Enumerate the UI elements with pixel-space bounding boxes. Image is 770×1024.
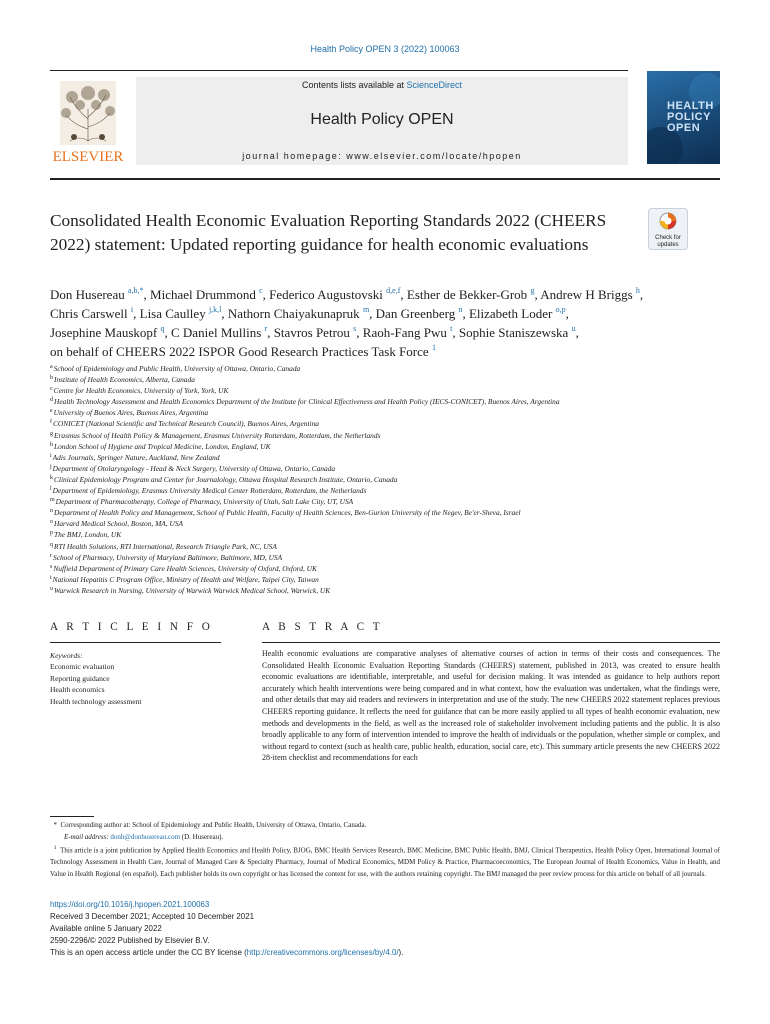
author-affiliation-marker[interactable]: i — [130, 305, 134, 314]
affiliation-marker: i — [50, 452, 52, 459]
author-separator: , — [356, 325, 363, 340]
footnotes — [50, 820, 720, 880]
affiliation-item — [50, 430, 730, 441]
cover-line: HEALTH — [667, 100, 714, 112]
license-line — [50, 947, 720, 959]
keyword: Reporting guidance — [50, 673, 110, 683]
author-separator: , — [452, 325, 459, 340]
affiliation-text: Warwick Research in Nursing, University of Warwick Warwick Medical School, Warwick, UK — [54, 585, 331, 595]
affiliation-marker: d — [50, 397, 53, 404]
author-separator: , — [143, 287, 151, 302]
affiliation-item — [50, 418, 730, 429]
affiliation-marker: m — [50, 497, 55, 504]
affiliation-item — [50, 574, 730, 585]
received-dates: Received 3 December 2021; Accepted 10 December 2021 — [50, 912, 254, 922]
author-affiliation-marker[interactable]: a,b,* — [127, 286, 144, 295]
affiliation-text: Department of Epidemiology, Erasmus University Medical Center Rotterdam, Rotterdam, the Netherlands — [52, 486, 367, 496]
author-separator: , — [164, 325, 171, 340]
author-separator: , — [262, 287, 270, 302]
author-name[interactable]: C Daniel Mullins — [171, 325, 262, 340]
affiliation-item — [50, 496, 730, 507]
header-rule-thick — [50, 178, 720, 180]
license-suffix: ). — [398, 948, 404, 958]
keywords-list — [50, 661, 142, 707]
affiliation-marker: f — [50, 419, 52, 426]
doi-link[interactable]: https://doi.org/10.1016/j.hpopen.2021.100063 — [50, 900, 210, 909]
email-label: E-mail address: — [64, 832, 109, 841]
available-online: Available online 5 January 2022 — [50, 924, 162, 934]
joint-publication-footnote — [50, 843, 720, 880]
author-name[interactable]: Don Husereau — [50, 287, 125, 302]
cover-line: OPEN — [667, 122, 701, 134]
author-affiliation-marker[interactable]: c — [259, 286, 263, 295]
article-info-rule — [50, 642, 221, 643]
author-name[interactable]: Esther de Bekker-Grob — [406, 287, 528, 302]
affiliation-marker: t — [50, 574, 52, 581]
article-title: Consolidated Health Economic Evaluation Reporting Standards 2022 (CHEERS 2022) statement: Updated reporting guidance for health economic evaluations — [50, 211, 607, 254]
affiliation-marker: u — [50, 585, 53, 592]
article-metadata — [50, 899, 720, 959]
affiliation-item — [50, 374, 730, 385]
corresponding-footnote — [50, 820, 720, 832]
email-link[interactable]: donh@donhusereau.com — [110, 832, 181, 841]
author-separator: , — [639, 287, 644, 302]
author-separator: , — [575, 325, 579, 340]
affiliation-item — [50, 563, 730, 574]
cover-line: POLICY — [667, 111, 711, 123]
keyword: Health technology assessment — [50, 696, 142, 706]
crossmark-icon — [659, 212, 677, 230]
author-separator: , — [369, 306, 376, 321]
author-name[interactable]: Dan Greenberg — [375, 306, 456, 321]
keyword: Economic evaluation — [50, 662, 115, 671]
author-name[interactable]: Elizabeth Loder — [468, 306, 553, 321]
affiliation-marker: g — [50, 430, 53, 437]
affiliation-text: Health Technology Assessment and Health Economics Department of the Institute for Clinical Effectiveness and Health Policy (IECS-CONICET), Buenos Aires, Argentina — [54, 397, 560, 407]
affiliation-item — [50, 363, 730, 374]
journal-cover-image — [647, 71, 720, 164]
author-separator: , — [400, 287, 407, 302]
affiliation-text: Clinical Epidemiology Program and Center for Journalology, Ottawa Hospital Research Institute, Ontario, Canada — [54, 474, 398, 484]
affiliation-marker: q — [50, 541, 53, 548]
affiliation-text: Department of Otolaryngology - Head & Neck Surgery, University of Ottawa, Ontario, Canada — [52, 463, 336, 473]
affiliation-text: Harvard Medical School, Boston, MA, USA — [54, 519, 184, 529]
affiliation-text: Department of Health Policy and Management, School of Public Health, Faculty of Health Sciences, Ben-Gurion University of the Negev, Be'er-Sheva, Israel — [54, 508, 521, 518]
joint-publication-text: This article is a joint publication by Applied Health Economics and Health Policy, BJOG, BMC Health Services Research, BMC Medicine, BMC Public Health, BMJ, Clinical Therapeutics, Health Policy Open, International Journal of Technology Assessment in Health Care, Journal of Managed Care & Specialty Pharmacy, Journal of Medical Economics, MDM Policy & Practice, Pharmacoeconomics, The European Journal of Health Economics, Value in Health, and Value in Health Regional (en español). Each publisher holds its own copyright or has licensed the content for use, with the authors retaining copyright. The BMJ managed the peer review process for this article on behalf of all journals. — [50, 846, 720, 878]
contents-line — [136, 80, 628, 90]
keywords-label: Keywords: — [50, 651, 83, 660]
affiliation-text: CONICET (National Scientific and Technical Research Council), Buenos Aires, Argentina — [53, 419, 319, 429]
affiliation-marker: j — [50, 463, 52, 470]
author-separator: , — [133, 306, 140, 321]
journal-title: Health Policy OPEN — [310, 111, 454, 128]
author-affiliation-marker[interactable]: n — [458, 305, 463, 314]
affiliation-marker: c — [50, 386, 53, 393]
affiliation-text: National Hepatitis C Program Office, Ministry of Health and Welfare, Taipei City, Taiwan — [52, 574, 319, 584]
keyword: Health economics — [50, 685, 105, 694]
affiliation-text: London School of Hygiene and Tropical Medicine, London, England, UK — [54, 441, 271, 451]
check-for-updates-label: Check for updates — [655, 235, 681, 248]
author-affiliation-marker[interactable]: m — [362, 305, 370, 314]
article-info-heading: A R T I C L E I N F O — [50, 621, 213, 633]
author-affiliation-marker[interactable]: u — [571, 324, 576, 333]
author-affiliation-marker[interactable]: d,e,f — [386, 286, 401, 295]
affiliation-item — [50, 529, 730, 540]
affiliation-item — [50, 518, 730, 529]
author-name[interactable]: Michael Drummond — [150, 287, 256, 302]
header-rule — [50, 70, 628, 71]
affiliation-marker: b — [50, 375, 53, 382]
abstract-text: Health economic evaluations are comparative analyses of alternative courses of action in terms of their costs and consequences. The Consolidated Health Economic Evaluation Reporting Standards (CHEERS) statement, published in 2013, was created to ensure health economic evaluations are identifiable, interpretable, and useful for decision making. It was intended as guidance to help authors report accurately which health interventions were being compared and in what context, how the evaluation was undertaken, what the findings were, and other details that may aid readers and reviewers in interpretation and use of the study. The new CHEERS 2022 statement replaces previous CHEERS reporting guidance. It reflects the need for guidance that can be more easily applied to all types of health economic evaluation, new methods and developments in the field, as well as the increased role of stakeholder involvement including patients and the public. It is also broadly applicable to any form of intervention intended to improve the health of individuals or the population, whether simple or complex, and without regard to context (such as health care, public health, education, social care, etc). This summary article presents the new CHEERS 2022 28-item checklist and recommendations for each — [262, 649, 720, 763]
check-for-updates-button[interactable] — [648, 208, 688, 250]
abstract-heading: A B S T R A C T — [262, 621, 383, 633]
license-prefix: This is an open access article under the CC BY license ( — [50, 948, 247, 958]
affiliation-list — [50, 363, 730, 596]
abstract-rule — [262, 642, 720, 643]
affiliation-item — [50, 474, 730, 485]
affiliation-marker: p — [50, 530, 53, 537]
affiliation-text: School of Epidemiology and Public Health, University of Ottawa, Ontario, Canada — [53, 364, 301, 373]
contents-prefix: Contents lists available at — [301, 80, 407, 90]
affiliation-text: Institute of Health Economics, Alberta, Canada — [54, 375, 195, 385]
affiliation-text: Erasmus School of Health Policy & Management, Erasmus University Rotterdam, Rotterdam, the Netherlands — [54, 430, 381, 440]
author-name[interactable]: Andrew H Briggs — [540, 287, 633, 302]
author-separator: , — [462, 306, 469, 321]
footnote-rule — [50, 816, 94, 817]
author-name[interactable]: Chris Carswell — [50, 306, 128, 321]
sciencedirect-link[interactable]: ScienceDirect — [406, 80, 463, 90]
email-suffix: (D. Husereau). — [181, 832, 224, 841]
license-link[interactable]: http://creativecommons.org/licenses/by/4.0/ — [246, 948, 399, 958]
author-affiliation-marker[interactable]: o,p — [555, 305, 566, 314]
author-name[interactable]: Federico Augustovski — [269, 287, 383, 302]
author-separator: , — [267, 325, 274, 340]
affiliation-text: Adis Journals, Springer Nature, Auckland, New Zealand — [52, 452, 220, 462]
email-footnote — [50, 832, 720, 844]
affiliation-item — [50, 452, 730, 463]
author-separator: , — [534, 287, 541, 302]
author-affiliation-marker[interactable]: h — [635, 286, 640, 295]
author-affiliation-marker[interactable]: s — [353, 324, 357, 333]
cover-text — [667, 101, 714, 134]
affiliation-item — [50, 585, 730, 596]
copyright-line: 2590-2296/© 2022 Published by Elsevier B.V. — [50, 936, 210, 946]
journal-reference[interactable]: Health Policy OPEN 3 (2022) 100063 — [310, 44, 460, 54]
affiliation-item — [50, 396, 730, 407]
corresponding-author-text: Corresponding author at: School of Epidemiology and Public Health, University of Ottawa, Ontario, Canada. — [60, 821, 367, 829]
affiliation-item — [50, 485, 730, 496]
author-affiliation-marker[interactable]: q — [160, 324, 165, 333]
author-name[interactable]: Lisa Caulley — [139, 306, 206, 321]
affiliation-text: Department of Pharmacotherapy, College of Pharmacy, University of Utah, Salt Lake City, UT, USA — [55, 497, 354, 507]
author-affiliation-marker[interactable]: t — [450, 324, 453, 333]
affiliation-marker: l — [50, 486, 52, 493]
affiliation-marker: r — [50, 552, 52, 559]
affiliation-item — [50, 441, 730, 452]
elsevier-logo — [50, 79, 126, 165]
author-name[interactable]: on behalf of CHEERS 2022 ISPOR Good Research Practices Task Force — [50, 344, 429, 359]
author-name[interactable]: Stavros Petrou — [273, 325, 350, 340]
author-separator: , — [221, 306, 228, 321]
author-name[interactable]: Sophie Staniszewska — [458, 325, 569, 340]
affiliation-marker: e — [50, 408, 53, 415]
author-name[interactable]: Josephine Mauskopf — [50, 325, 158, 340]
footnote-symbol: 1 — [53, 845, 57, 852]
footnote-symbol: * — [53, 821, 57, 829]
affiliation-text: Centre for Health Economics, University of York, York, UK — [53, 386, 229, 396]
affiliation-marker: h — [50, 441, 53, 448]
author-affiliation-marker[interactable]: j,k,l — [208, 305, 222, 314]
affiliation-item — [50, 507, 730, 518]
author-name[interactable]: Raoh-Fang Pwu — [362, 325, 447, 340]
affiliation-text: RTI Health Solutions, RTI International, Research Triangle Park, NC, USA — [54, 541, 277, 551]
affiliation-item — [50, 385, 730, 396]
elsevier-wordmark: ELSEVIER — [52, 149, 124, 165]
affiliation-text: The BMJ, London, UK — [54, 530, 122, 540]
affiliation-marker: o — [50, 519, 53, 526]
affiliation-marker: s — [50, 563, 53, 570]
affiliation-marker: a — [50, 364, 53, 370]
author-affiliation-marker[interactable]: r — [264, 324, 268, 333]
journal-homepage[interactable]: journal homepage: www.elsevier.com/locate/hpopen — [242, 151, 522, 161]
affiliation-marker: n — [50, 508, 53, 515]
author-affiliation-marker[interactable]: 1 — [431, 343, 436, 352]
author-separator: , — [565, 306, 569, 321]
affiliation-text: University of Buenos Aires, Buenos Aires, Argentina — [53, 408, 209, 418]
affiliation-item — [50, 407, 730, 418]
affiliation-item — [50, 463, 730, 474]
author-name[interactable]: Nathorn Chaiyakunapruk — [227, 306, 360, 321]
affiliation-text: Nuffield Department of Primary Care Health Sciences, University of Oxford, Oxford, UK — [53, 563, 317, 573]
affiliation-item — [50, 552, 730, 563]
affiliation-marker: k — [50, 474, 53, 481]
author-affiliation-marker[interactable]: g — [530, 286, 535, 295]
affiliation-text: School of Pharmacy, University of Maryland Baltimore, Baltimore, MD, USA — [53, 552, 283, 562]
affiliation-item — [50, 541, 730, 552]
author-list — [50, 285, 730, 361]
